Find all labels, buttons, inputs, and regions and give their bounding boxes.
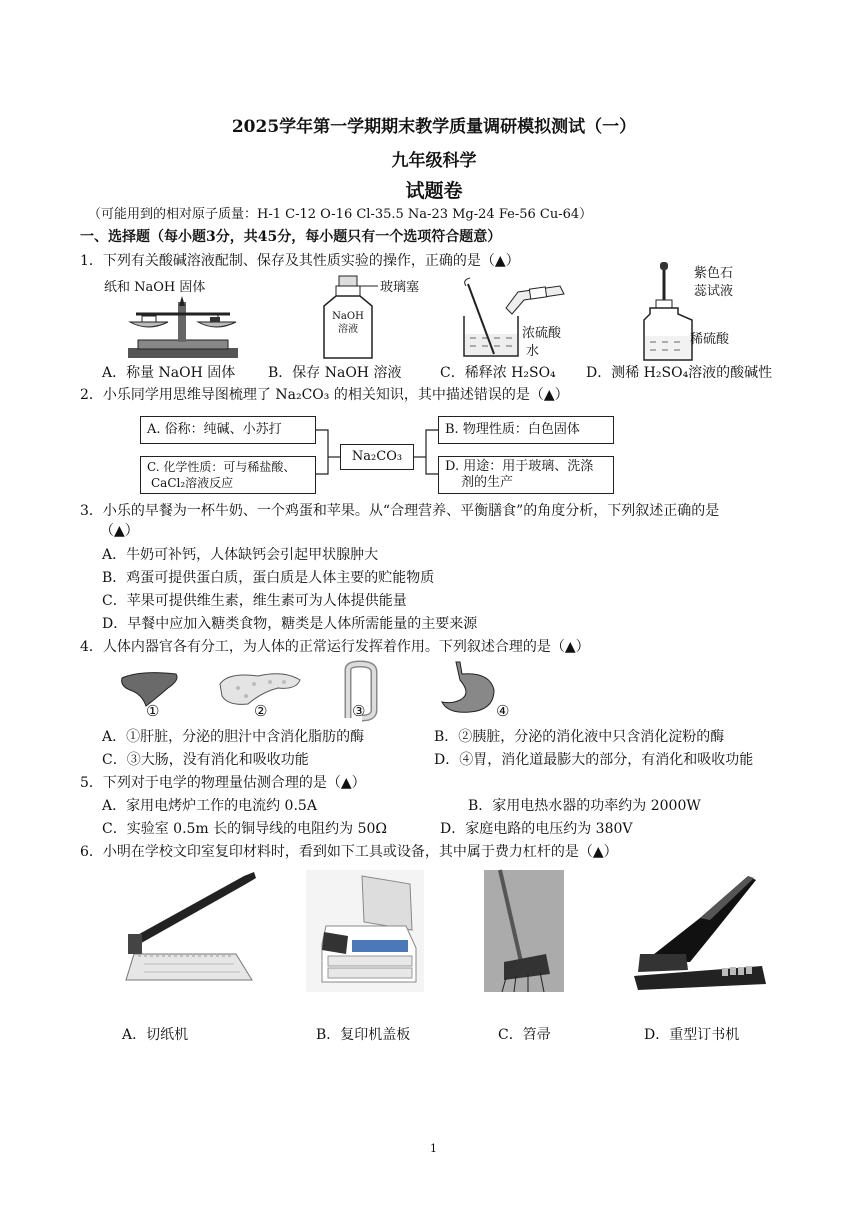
question-5-option-b: B．家用电热水器的功率约为 2000W [468,798,701,814]
question-3-option-a: A．牛奶可补钙，人体缺钙会引起甲状腺肿大 [102,547,379,563]
mindmap-center: Na₂CO₃ [340,444,414,470]
mindmap-box-d-line1: D. 用途：用于玻璃、洗涤 [445,459,594,474]
concentrated-acid-label: 浓硫酸 [522,326,562,341]
mindmap-box-b: B. 物理性质：白色固体 [438,416,614,444]
bottle-label-solution: 溶液 [338,324,358,335]
question-3-stem-answer: （▲） [100,523,139,539]
question-1-option-c: C．稀释浓 H₂SO₄ [440,365,556,381]
mindmap-box-c-line2: CaCl₂溶液反应 [151,476,234,490]
organ-label-4: ④ [496,702,510,720]
mindmap-box-d [438,456,614,494]
question-4-stem: 4．人体内器官各有分工，为人体的正常运行发挥着作用。下列叙述合理的是（▲） [80,639,590,655]
question-1-option-b: B．保存 NaOH 溶液 [268,365,402,381]
balance-illustration [128,292,238,360]
mindmap-box-d-line2: 剂的生产 [461,475,514,490]
organ-label-1: ① [146,702,160,720]
question-6-option-a: A．切纸机 [122,1027,189,1043]
question-2-stem: 2．小乐同学用思维导图梳理了 Na₂CO₃ 的相关知识，其中描述错误的是（▲） [80,387,569,403]
mindmap-box-a: A. 俗称：纯碱、小苏打 [140,416,316,444]
page-number: 1 [430,1142,437,1155]
stopper-label: 玻璃塞 [380,280,420,295]
question-1-option-a: A．称量 NaOH 固体 [102,365,236,381]
question-5-option-d: D．家庭电路的电压约为 380V [440,821,633,837]
question-4-option-c: C．③大肠，没有消化和吸收功能 [102,752,309,768]
question-6-option-d: D．重型订书机 [644,1027,740,1043]
question-6-stem: 6．小明在学校文印室复印材料时，看到如下工具或设备，其中属于费力杠杆的是（▲） [80,844,618,860]
section-one-title: 一、选择题（每小题3分，共45分，每小题只有一个选项符合题意） [80,229,502,245]
question-5-stem: 5．下列对于电学的物理量估测合理的是（▲） [80,775,366,791]
stomach-illustration [436,660,498,716]
question-3-option-b: B．鸡蛋可提供蛋白质，蛋白质是人体主要的贮能物质 [102,570,435,586]
question-5-option-c: C．实验室 0.5m 长的铜导线的电阻约为 50Ω [102,821,388,837]
heavy-stapler-illustration [630,870,770,990]
mindmap-box-c [140,456,316,494]
mindmap-connectors [316,430,438,478]
question-1-stem: 1．下列有关酸碱溶液配制、保存及其性质实验的操作，正确的是（▲） [80,253,520,269]
question-3-option-d: D．早餐中应加入糖类食物，糖类是人体所需能量的主要来源 [102,616,478,632]
stopper-pointer-line [360,284,380,288]
balance-label: 纸和 NaOH 固体 [104,280,206,295]
organ-label-2: ② [254,702,268,720]
subject-title: 九年级科学 [391,151,477,171]
question-4-option-a: A．①肝脏，分泌的胆汁中含消化脂肪的酶 [102,729,365,745]
litmus-label-line2: 蕊试液 [694,284,734,299]
mindmap-box-c-line1: C. 化学性质：可与稀盐酸、 [147,460,296,474]
question-4-option-b: B．②胰脏，分泌的消化液中只含消化淀粉的酶 [434,729,725,745]
atomic-mass-note: （可能用到的相对原子质量：H-1 C-12 O-16 Cl-35.5 Na-23 Mg-24 Fe-56 Cu-64） [88,207,593,222]
dilution-illustration [460,276,570,360]
exam-title: 2025学年第一学期期末教学质量调研模拟测试（一） [231,117,637,137]
bottle-label-naoh: NaOH [332,311,364,322]
question-3-option-c: C．苹果可提供维生素，维生素可为人体提供能量 [102,593,407,609]
question-1-option-d: D．测稀 H₂SO₄溶液的酸碱性 [586,365,773,381]
question-3-stem: 3．小乐的早餐为一杯牛奶、一个鸡蛋和苹果。从“合理营养、平衡膳食”的角度分析，下列叙述正确的是 [80,503,720,519]
paper-title: 试题卷 [405,180,463,202]
dilute-acid-label: 稀硫酸 [690,332,730,347]
question-5-option-a: A．家用电烤炉工作的电流约 0.5A [102,798,317,814]
question-6-option-c: C．笤帚 [498,1027,551,1043]
question-4-option-d: D．④胃，消化道最膨大的部分，有消化和吸收功能 [434,752,754,768]
litmus-test-illustration [640,262,696,362]
water-label: 水 [526,344,540,359]
question-6-option-b: B．复印机盖板 [316,1027,411,1043]
bottle-label [329,310,367,336]
broom-illustration [484,870,564,992]
organ-label-3: ③ [352,702,366,720]
copier-illustration [306,870,424,992]
litmus-label-line1: 紫色石 [694,266,734,281]
paper-cutter-illustration [124,870,258,990]
